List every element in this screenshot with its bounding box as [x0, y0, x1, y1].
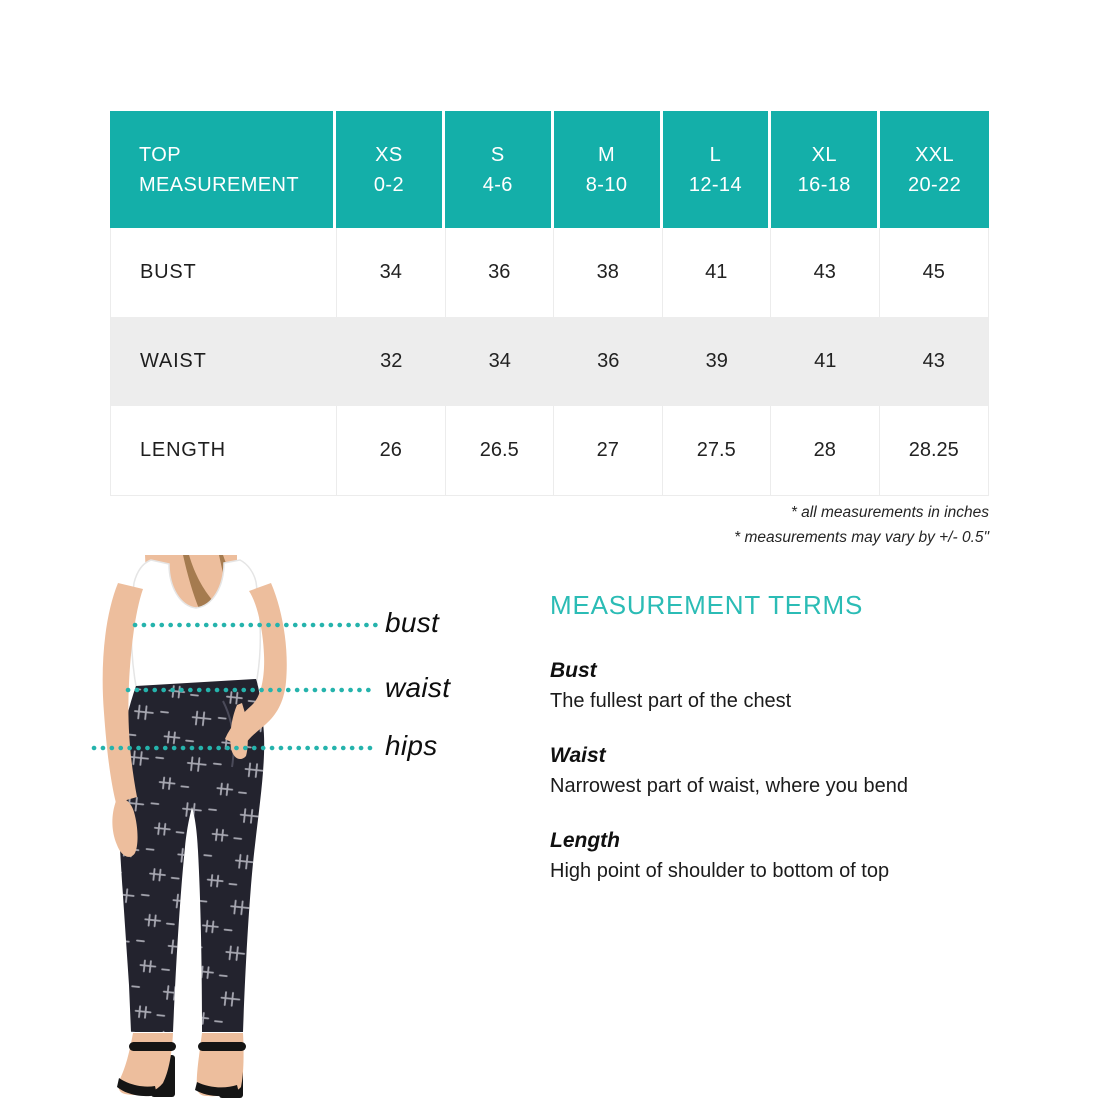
- size-range: 20-22: [908, 173, 962, 196]
- term-desc: Narrowest part of waist, where you bend: [550, 775, 908, 797]
- table-cell: 43: [922, 350, 945, 372]
- size-label: XS: [375, 143, 403, 166]
- table-cell: 36: [597, 350, 620, 372]
- term-length: [550, 829, 1020, 883]
- table-row-bust: [111, 228, 988, 317]
- term-name: Length: [550, 829, 620, 852]
- table-cell: 26.5: [446, 406, 555, 495]
- header-cell-top-measurement: [110, 111, 336, 228]
- table-cell: 34: [488, 350, 511, 372]
- table-header-row: [110, 111, 989, 228]
- footnote-inches: * all measurements in inches: [790, 504, 989, 521]
- header-cell-size-s: [445, 111, 554, 228]
- table-cell: 41: [663, 228, 772, 317]
- header-cell-size-m: [554, 111, 663, 228]
- header-cell-size-xs: [336, 111, 445, 228]
- size-range: 12-14: [688, 173, 742, 196]
- terms-title: MEASUREMENT TERMS: [550, 590, 864, 620]
- table-cell: 28: [771, 406, 880, 495]
- table-cell: 39: [705, 350, 728, 372]
- bust-line-label: bust: [385, 607, 440, 638]
- header-cell-size-xxl: [880, 111, 989, 228]
- term-name: Waist: [550, 744, 606, 767]
- table-row-length: [111, 406, 988, 495]
- row-label: WAIST: [140, 350, 207, 372]
- table-cell: 41: [814, 350, 837, 372]
- table-body: [110, 228, 989, 496]
- size-range: 16-18: [797, 173, 851, 196]
- size-label: XXL: [915, 143, 955, 166]
- term-desc: The fullest part of the chest: [550, 690, 792, 712]
- footnote-tolerance: * measurements may vary by +/- 0.5": [734, 528, 989, 546]
- hips-line-label: hips: [385, 730, 438, 761]
- table-cell: 43: [771, 228, 880, 317]
- table-cell: 27: [554, 406, 663, 495]
- table-cell: 45: [922, 261, 945, 283]
- table-cell: 28.25: [908, 439, 959, 461]
- size-label: L: [709, 143, 722, 166]
- footnotes: [110, 501, 989, 550]
- size-range: 0-2: [373, 173, 404, 196]
- row-label: LENGTH: [111, 406, 337, 495]
- header-cell-size-l: [663, 111, 772, 228]
- header-title-line2: MEASUREMENT: [139, 173, 299, 196]
- term-bust: [550, 659, 1020, 713]
- table-cell: 36: [446, 228, 555, 317]
- table-cell: 26: [337, 406, 446, 495]
- measurement-terms-section: [550, 590, 1020, 914]
- size-range: 8-10: [585, 173, 628, 196]
- size-label: S: [490, 143, 505, 166]
- term-name: Bust: [550, 659, 597, 682]
- measurement-dotted-lines: [90, 600, 390, 760]
- table-cell: 32: [380, 350, 403, 372]
- size-label: M: [598, 143, 616, 166]
- waist-line-label: waist: [385, 672, 451, 703]
- table-cell: 38: [554, 228, 663, 317]
- term-desc: High point of shoulder to bottom of top: [550, 860, 890, 882]
- size-label: XL: [811, 143, 837, 166]
- size-range: 4-6: [482, 173, 513, 196]
- header-title-line1: TOP: [139, 143, 181, 166]
- header-cell-size-xl: [771, 111, 880, 228]
- row-label: BUST: [111, 228, 337, 317]
- table-cell: 27.5: [663, 406, 772, 495]
- table-row-waist: [111, 317, 988, 406]
- size-chart-table: [110, 111, 989, 496]
- table-cell: 34: [337, 228, 446, 317]
- term-waist: [550, 744, 1020, 798]
